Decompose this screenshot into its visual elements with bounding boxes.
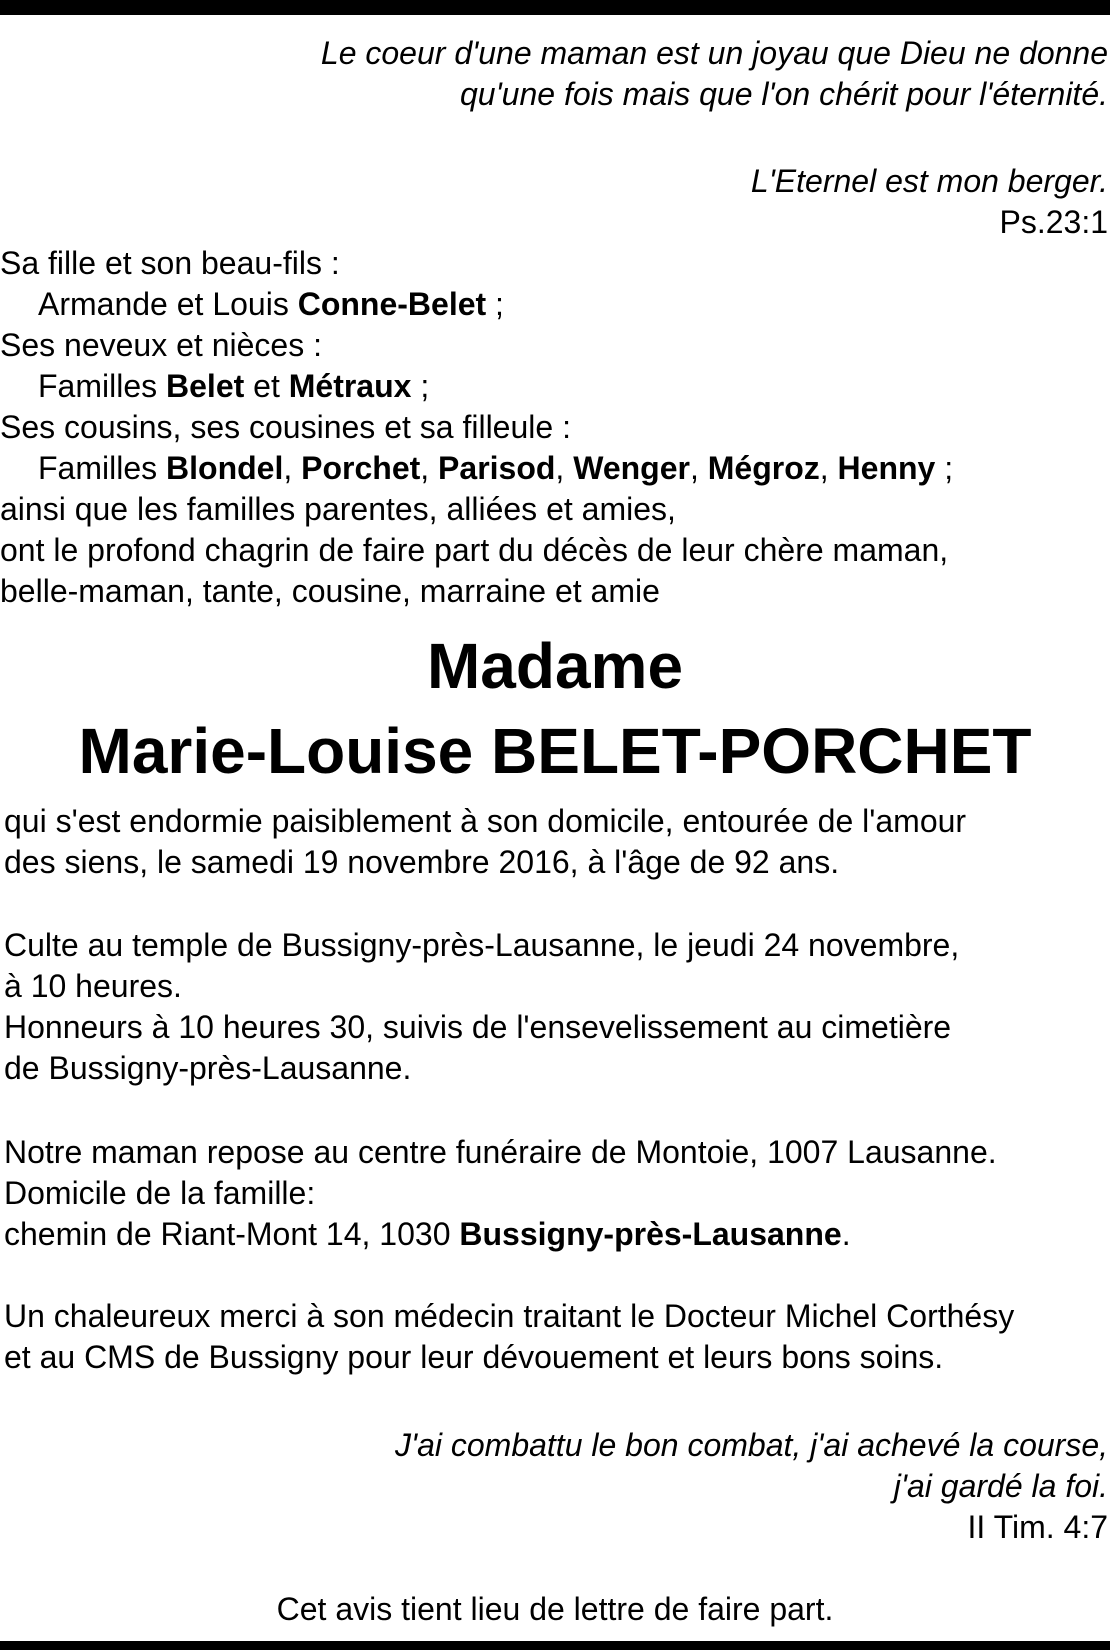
cousins-prefix: Familles [38,450,158,486]
family-address [4,1214,997,1255]
service-line-2: à 10 heures. [4,968,182,1004]
address-end: . [841,1216,851,1252]
nephews-prefix: Familles [38,368,158,404]
closing-quote-line-2: j'ai gardé la foi. [893,1468,1108,1504]
nephews-name-2: Métraux [288,368,412,404]
nephews-line-end: ; [411,368,430,404]
service-line-3: Honneurs à 10 heures 30, suivis de l'ensevelissement au cimetière [4,1009,952,1045]
cousins-separator: , [689,450,708,486]
service-line-1: Culte au temple de Bussigny-près-Lausanne, le jeudi 24 novembre, [4,927,960,963]
cousin-family-name: Parisod [438,450,556,486]
death-notice [4,801,966,883]
family-closing-line-2: ont le profond chagrin de faire part du décès de leur chère maman, [0,532,949,568]
rest-location: Notre maman repose au centre funéraire de Montoie, 1007 Lausanne. [4,1134,997,1170]
psalm-reference: Ps.23:1 [999,204,1108,240]
thanks-line-1: Un chaleureux merci à son médecin traitant le Docteur Michel Corthésy [4,1298,1015,1334]
top-rule [0,0,1110,15]
service-details [4,925,959,1089]
service-line-4: de Bussigny-près-Lausanne. [4,1050,412,1086]
daughter-line [0,284,953,325]
nephews-line [0,366,953,407]
psalm-text: L'Eternel est mon berger. [750,163,1108,199]
cousins-separator: , [819,450,838,486]
nephews-name-1: Belet [166,368,245,404]
daughter-line-end: ; [486,286,504,322]
footer-note-text: Cet avis tient lieu de lettre de faire part. [276,1591,834,1627]
closing-quote-line-1: J'ai combattu le bon combat, j'ai achevé la course, [394,1427,1108,1463]
cousins-line-end: ; [935,450,954,486]
deceased-title: Madame [426,630,684,702]
thanks [4,1296,1014,1378]
address-street: chemin de Riant-Mont 14, 1030 [4,1216,451,1252]
death-notice-line-2: des siens, le samedi 19 novembre 2016, à l'âge de 92 ans. [4,844,840,880]
footer-note [0,1589,1110,1630]
closing-quote [395,1425,1108,1548]
address-city: Bussigny-près-Lausanne [459,1216,842,1252]
cousins-separator: , [420,450,439,486]
cousin-family-name: Wenger [573,450,690,486]
cousins-line [0,448,953,489]
daughter-names: Armande et Louis [38,286,289,322]
opening-quote [321,33,1108,115]
cousin-family-name: Mégroz [707,450,820,486]
thanks-line-2: et au CMS de Bussigny pour leur dévouement et leurs bons soins. [4,1339,944,1375]
cousin-family-name: Porchet [301,450,421,486]
family-list [0,243,953,612]
family-home-label: Domicile de la famille: [4,1175,316,1211]
opening-quote-line-1: Le coeur d'une maman est un joyau que Dieu ne donne [320,35,1108,71]
cousin-family-name: Henny [837,450,936,486]
rest-and-address [4,1132,997,1255]
closing-quote-reference: II Tim. 4:7 [967,1509,1108,1545]
cousin-family-name: Blondel [166,450,284,486]
family-closing-line-1: ainsi que les familles parentes, alliées et amies, [0,491,676,527]
family-closing-line-3: belle-maman, tante, cousine, marraine et amie [0,573,660,609]
bottom-rule [0,1641,1110,1650]
opening-quote-line-2: qu'une fois mais que l'on chérit pour l'éternité. [459,76,1108,112]
nephews-label: Ses neveux et nièces : [0,327,322,363]
daughter-surname: Conne-Belet [297,286,487,322]
cousins-label: Ses cousins, ses cousines et sa filleule : [0,409,571,445]
daughter-label: Sa fille et son beau-fils : [0,245,340,281]
deceased-name: Marie-Louise BELET-PORCHET [78,715,1032,787]
death-notice-line-1: qui s'est endormie paisiblement à son domicile, entourée de l'amour [4,803,967,839]
psalm-quote [751,161,1108,243]
cousins-separator: , [283,450,302,486]
cousins-separator: , [555,450,574,486]
nephews-and: et [244,368,289,404]
